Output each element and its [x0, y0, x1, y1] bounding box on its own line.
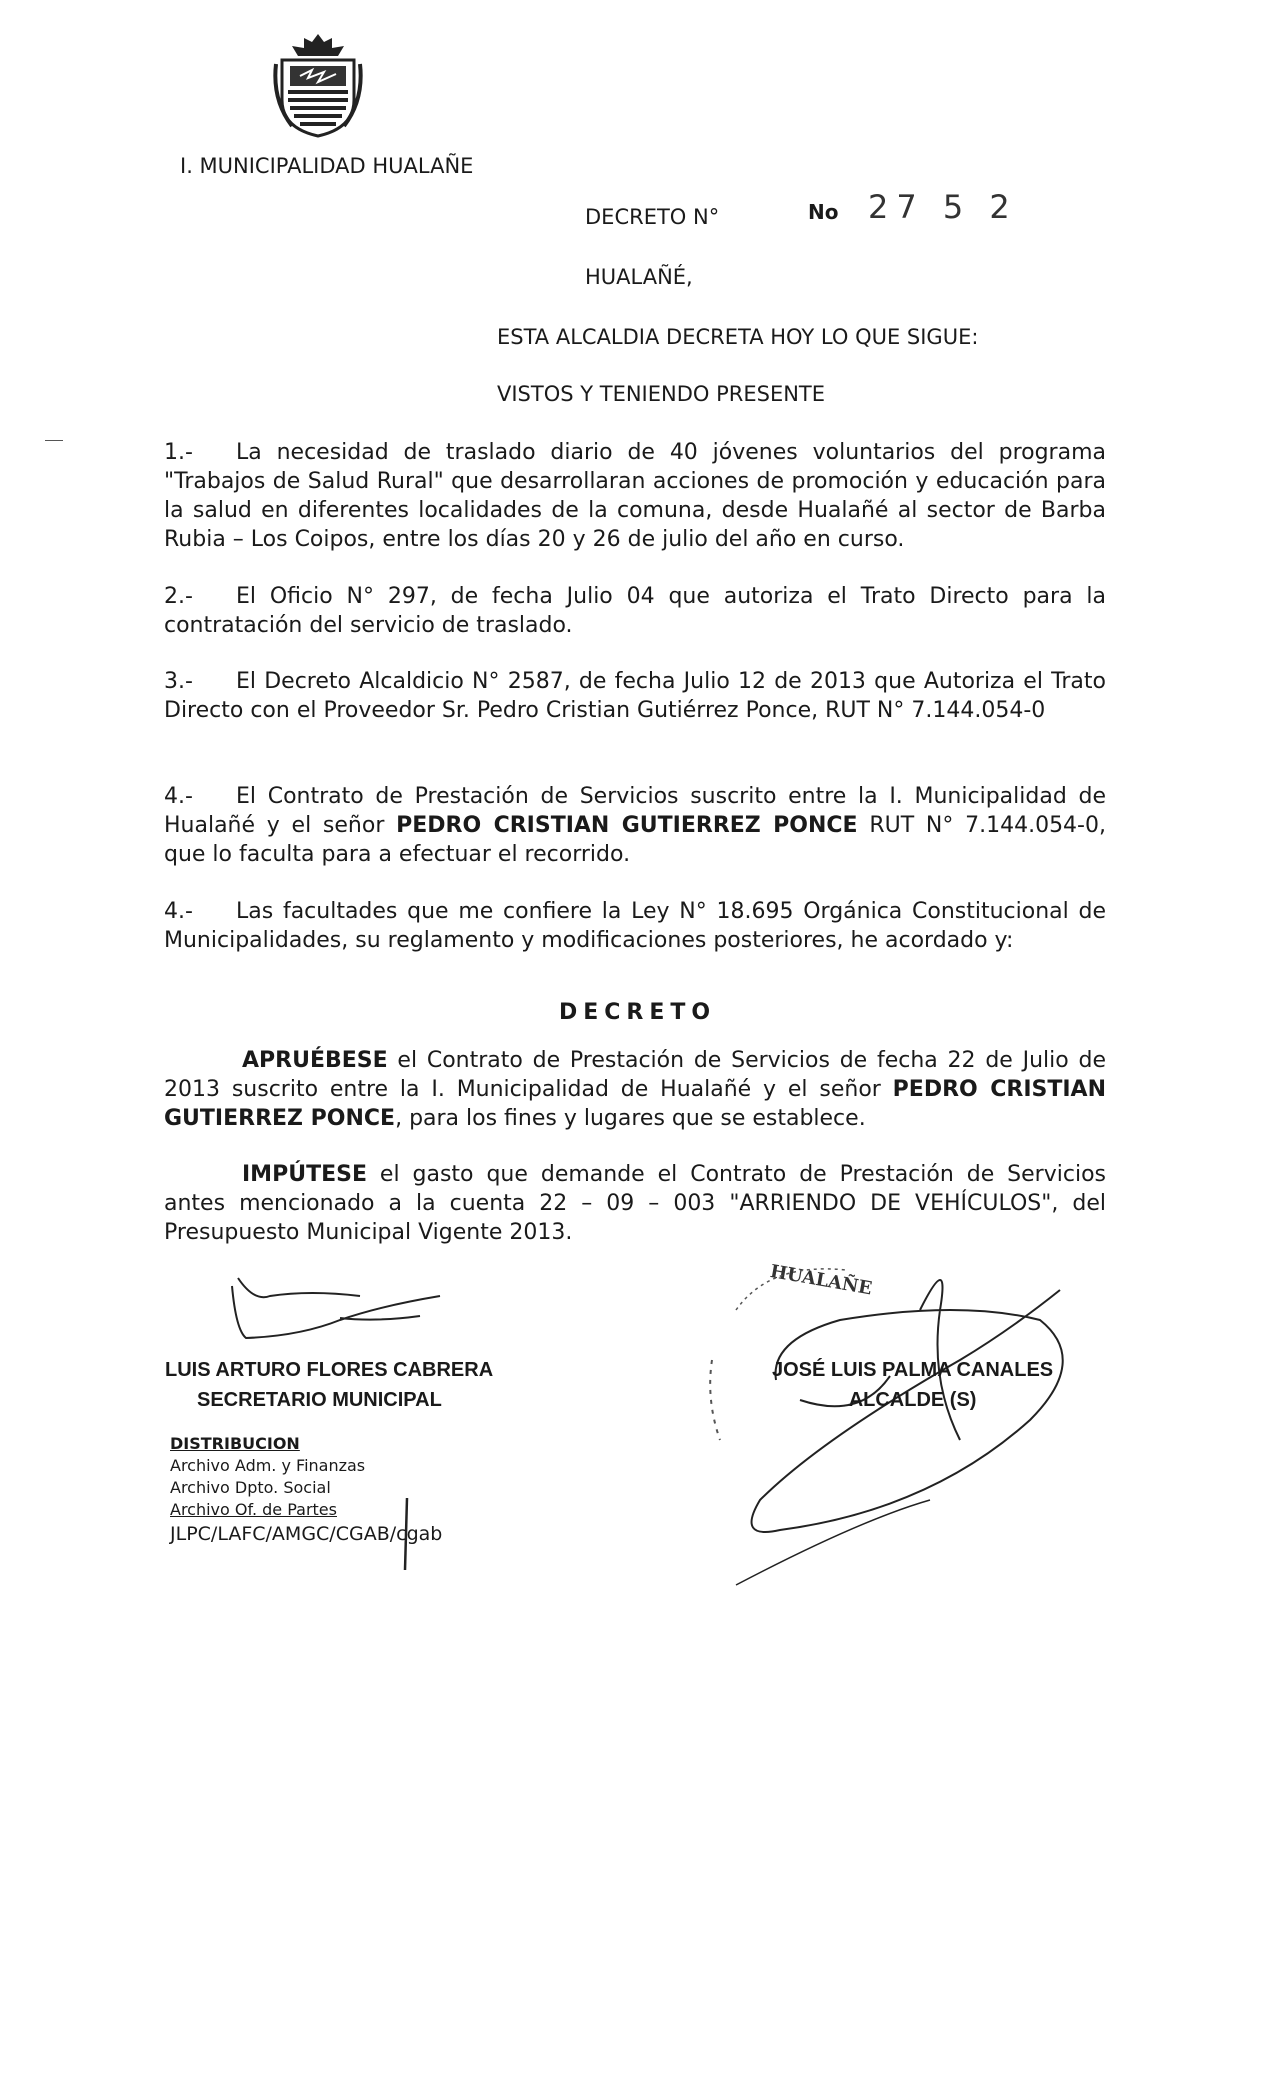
- consideration-text: Las facultades que me confiere la Ley N° 18.695 Orgánica Constitucional de Municipalidades, su reglamento y modificaciones posteriores, he acordado y:: [164, 899, 1106, 953]
- consideration-number: 1.-: [164, 440, 193, 465]
- consideration-number: 4.-: [164, 899, 193, 924]
- decree-intro: ESTA ALCALDIA DECRETA HOY LO QUE SIGUE:: [497, 325, 979, 349]
- institution-name: I. MUNICIPALIDAD HUALAÑE: [180, 154, 474, 178]
- consideration-number: 4.-: [164, 784, 193, 809]
- decree-number-prefix: No: [808, 200, 839, 224]
- consideration-number: 2.-: [164, 584, 193, 609]
- distribution-item: Archivo Adm. y Finanzas: [170, 1456, 366, 1475]
- impute-keyword: IMPÚTESE: [242, 1162, 367, 1187]
- mayor-name: JOSÉ LUIS PALMA CANALES: [772, 1359, 1054, 1381]
- approval-text-end: , para los fines y lugares que se establece.: [395, 1106, 866, 1131]
- mayor-signature-block: [772, 1355, 1053, 1415]
- consideration-number: 3.-: [164, 669, 193, 694]
- seal-arc-left: [710, 1360, 720, 1440]
- reference-initials: JLPC/LAFC/AMGC/CGAB/cgab: [170, 1523, 443, 1545]
- distribution-title: DISTRIBUCION: [170, 1434, 300, 1453]
- secretary-signature-block: [165, 1355, 493, 1415]
- right-signature-tail: [736, 1500, 930, 1585]
- left-signature: [232, 1278, 440, 1338]
- secretary-name: LUIS ARTURO FLORES CABRERA: [165, 1359, 494, 1381]
- secretary-title: SECRETARIO MUNICIPAL: [197, 1389, 442, 1411]
- decree-number-label: DECRETO N°: [585, 205, 720, 229]
- consideration-text: El Decreto Alcaldicio N° 2587, de fecha Julio 12 de 2013 que Autoriza el Trato Directo con el Proveedor Sr. Pedro Cristian Gutiérrez Ponce, RUT N° 7.144.054-0: [164, 669, 1106, 723]
- seal-text: HUALAÑE: [768, 1260, 874, 1300]
- approve-keyword: APRUÉBESE: [242, 1048, 388, 1073]
- consideration-text: La necesidad de traslado diario de 40 jóvenes voluntarios del programa "Trabajos de Salud Rural" que desarrollaran acciones de promoción y educación para la salud en diferentes localidades de la comuna, desde Hualañé al sector de Barba Rubia – Los Coipos, entre los días 20 y 26 de julio del año en curso.: [164, 440, 1106, 552]
- decree-number-stamp: 27 5 2: [868, 188, 1018, 226]
- vistos-heading: VISTOS Y TENIENDO PRESENTE: [497, 382, 826, 406]
- consideration-text: El Oficio N° 297, de fecha Julio 04 que autoriza el Trato Directo para la contratación del servicio de traslado.: [164, 584, 1106, 638]
- distribution-item: Archivo Of. de Partes: [170, 1500, 337, 1519]
- approval-text: el Contrato de Prestación de Servicios de fecha 22 de Julio de 2013 suscrito entre la I. Municipalidad de Hualañé y el señor: [164, 1048, 1106, 1102]
- distribution-list: [170, 1433, 442, 1545]
- contractor-name: PEDRO CRISTIAN GUTIERREZ PONCE: [396, 813, 858, 838]
- imputation-text: el gasto que demande el Contrato de Prestación de Servicios antes mencionado a la cuenta 22 – 09 – 003 "ARRIENDO DE VEHÍCULOS", del Presupuesto Municipal Vigente 2013.: [164, 1162, 1106, 1245]
- decree-title: DECRETO: [558, 1000, 717, 1025]
- mayor-title: ALCALDE (S): [848, 1389, 977, 1411]
- consideration-text-end: RUT N° 7.144.054-0, que lo faculta para a efectuar el recorrido.: [164, 813, 1106, 867]
- consideration-text: El Contrato de Prestación de Servicios suscrito entre la I. Municipalidad de Hualañé y el señor: [164, 784, 1106, 838]
- distribution-item: Archivo Dpto. Social: [170, 1478, 331, 1497]
- place-date-line: HUALAÑÉ,: [585, 265, 693, 289]
- contractor-name: PEDRO CRISTIAN GUTIERREZ PONCE: [164, 1077, 1106, 1131]
